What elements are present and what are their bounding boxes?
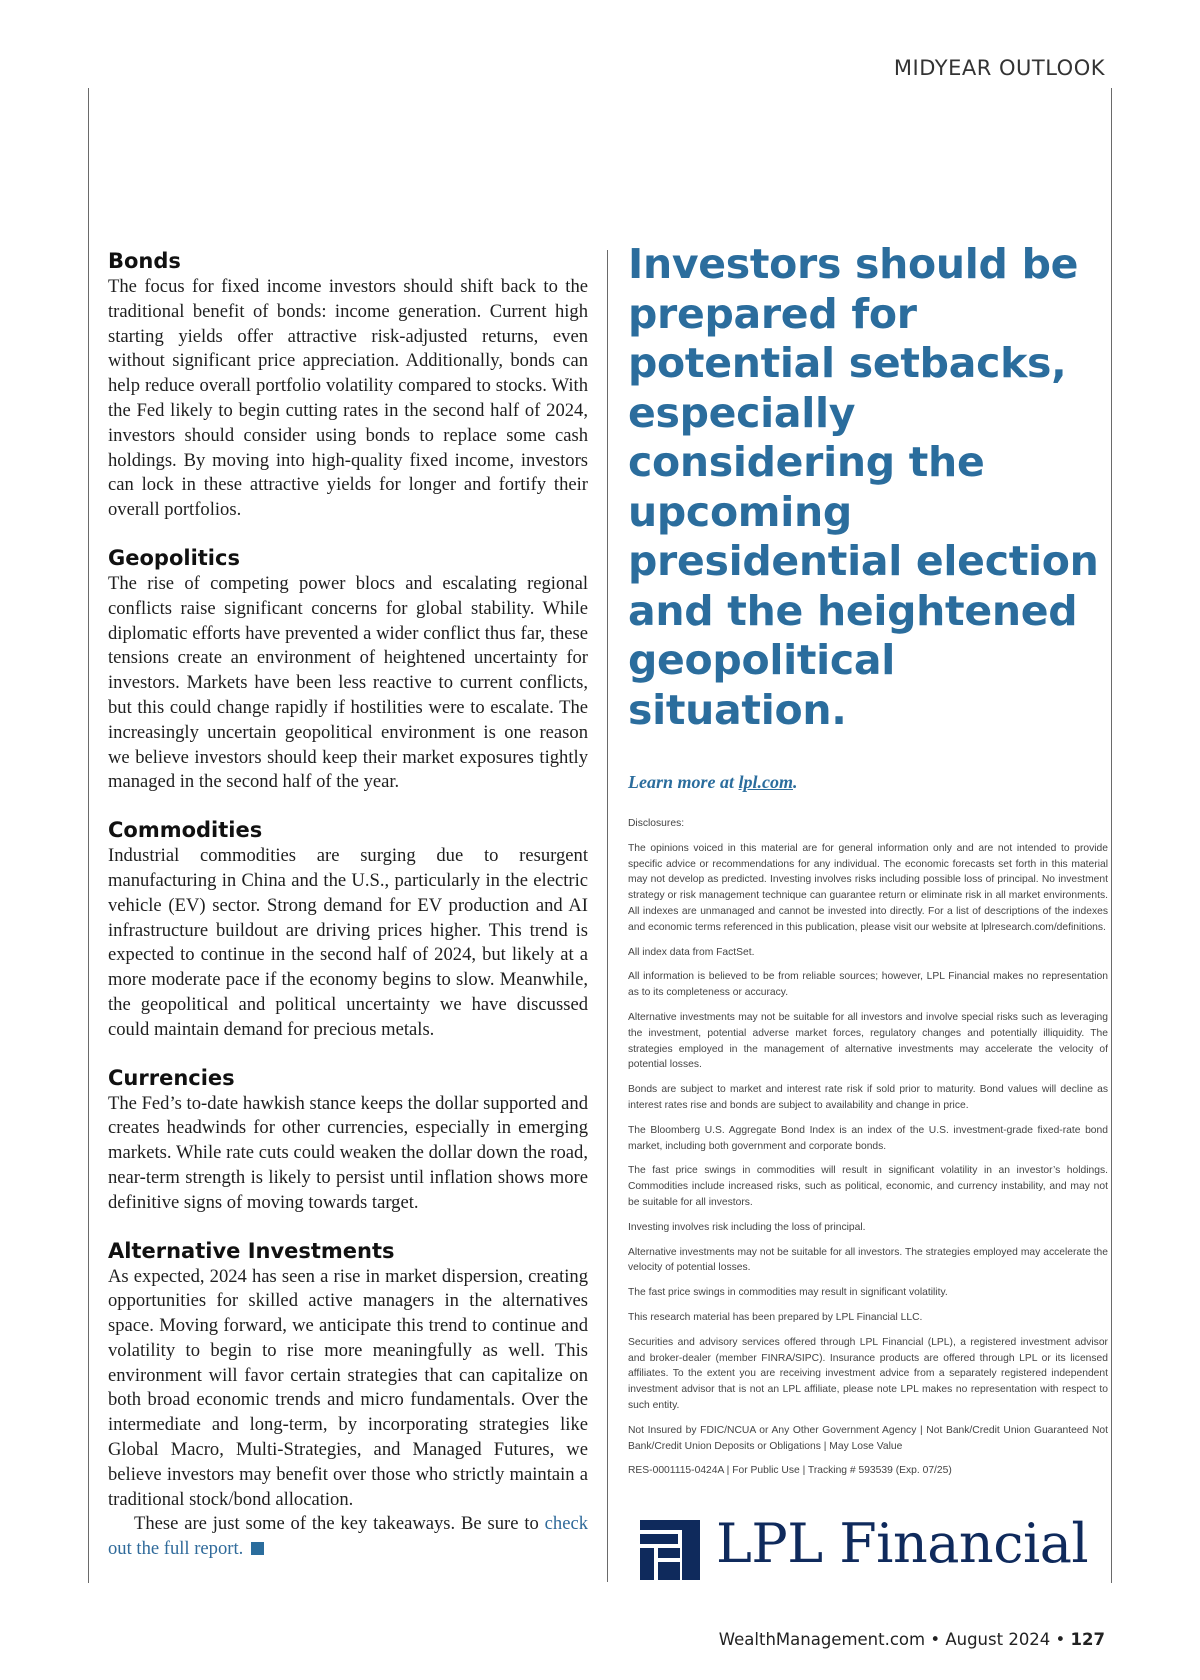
section-geopolitics (108, 545, 588, 795)
disclosure-item: All information is believed to be from reliable sources; however, LPL Financial makes no representation as to its completeness or accuracy. (628, 971, 1108, 999)
disclosure-item: Not Insured by FDIC/NCUA or Any Other Government Agency | Not Bank/Credit Union Guaranteed Not Bank/Credit Union Deposits or Obligations | May Lose Value (628, 1424, 1108, 1452)
closing-paragraph (108, 1512, 588, 1562)
disclosure-item: RES-0001115-0424A | For Public Use | Tracking # 593539 (Exp. 07/25) (628, 1465, 952, 1477)
sidebar-column (628, 240, 1112, 735)
section-commodities (108, 817, 588, 1042)
section-heading: Commodities (108, 818, 263, 843)
section-heading: Bonds (108, 249, 181, 273)
pull-quote: Investors should be prepared for potential setbacks, especially considering the upcoming presidential election and the heightened geopolitical situation. (628, 240, 1099, 734)
disclosure-item: The Bloomberg U.S. Aggregate Bond Index is an index of the U.S. investment-grade fixed-rate bond market, including both government and corporate bonds. (628, 1124, 1108, 1152)
section-currencies (108, 1065, 588, 1216)
page-footer: WealthManagement.com • August 2024 • 127 (718, 1630, 1105, 1649)
disclosure-item: The fast price swings in commodities may result in significant volatility. (628, 1287, 948, 1299)
left-vertical-rule (88, 88, 89, 1583)
page-number: 127 (1070, 1630, 1105, 1649)
disclosure-item: This research material has been prepared by LPL Financial LLC. (628, 1311, 923, 1323)
disclosure-item: Alternative investments may not be suitable for all investors and involve special risks such as leveraging the investment, potential adverse market forces, regulatory changes and potentially illiquidity. The strategies employed in the management of alternative investments may accelerate the velocity of potential losses. (628, 1011, 1108, 1071)
disclosure-item: Securities and advisory services offered through LPL Financial (LPL), a registered investment advisor and broker-dealer (member FINRA/SIPC). Insurance products are offered through LPL or its licensed affiliates. To the extent you are receiving investment advice from a separately registered independent investment advisor that is not an LPL affiliate, please note LPL makes no representation with respect to such entity. (628, 1336, 1108, 1411)
section-body: The focus for fixed income investors should shift back to the traditional benefit of bonds: income generation. Current high starting yields offer attractive risk-adjusted returns, even without significant price appreciation. Additionally, bonds can help reduce overall portfolio volatility compared to stocks. With the Fed likely to begin cutting rates in the second half of 2024, investors should consider using bonds to replace some cash holdings. By moving into high-quality fixed income, investors can lock in these attractive yields for longer and fortify their overall portfolios. (108, 276, 588, 521)
full-report-link[interactable]: check out the full report. (108, 1513, 588, 1560)
disclosure-item: The opinions voiced in this material are for general information only and are not intended to provide specific advice or recommendations for any individual. The economic forecasts set forth in this material may not develop as predicted. Investing involves risks including possible loss of principal. No investment strategy or risk management technique can guarantee return or eliminate risk in all market environments. All indexes are unmanaged and cannot be invested into directly. For a list of descriptions of the indexes and economic terms referenced in this publication, please visit our website at lplresearch.com/definitions. (628, 842, 1108, 933)
article-column (108, 248, 588, 1584)
section-heading: Currencies (108, 1065, 235, 1090)
disclosure-item: Investing involves risk including the loss of principal. (628, 1221, 866, 1233)
disclosure-item: The fast price swings in commodities will result in significant volatility in an investor’s holdings. Commodities include increased risks, such as political, economic, and currency instability, and may not be suitable for all investors. (628, 1165, 1108, 1208)
disclosures (628, 816, 1108, 1488)
lpl-logo-mark-icon (640, 1520, 700, 1580)
closing-text: These are just some of the key takeaways. Be sure to (134, 1513, 545, 1535)
disclosure-item: Bonds are subject to market and interest rate risk if sold prior to maturity. Bond values will decline as interest rates rise and bonds are subject to availability and change in price. (628, 1084, 1108, 1111)
running-head: MIDYEAR OUTLOOK (893, 56, 1105, 80)
learn-more-prefix: Learn more at (628, 772, 739, 792)
section-heading: Alternative Investments (108, 1238, 395, 1263)
center-vertical-rule (607, 250, 608, 1582)
lpl-link[interactable]: lpl.com (738, 772, 793, 792)
section-body: As expected, 2024 has seen a rise in market dispersion, creating opportunities for skilled active managers in the alternatives space. Moving forward, we anticipate this trend to continue and volatility to begin to rise more meaningfully as well. This environment will favor certain strategies that can capitalize on both broad economic trends and micro fundamentals. Over the intermediate and long-term, by incorporating strategies like Global Macro, Multi-Strategies, and Managed Futures, we believe investors may benefit over those who strictly maintain a traditional stock/bond allocation. (108, 1265, 588, 1510)
section-body: Industrial commodities are surging due to resurgent manufacturing in China and the U.S., particularly in the electric vehicle (EV) sector. Strong demand for EV production and AI infrastructure buildout are driving prices higher. This trend is expected to continue in the second half of 2024, but likely at a more moderate pace if the economy begins to slow. Meanwhile, the geopolitical and political uncertainty we have discussed could maintain demand for precious metals. (108, 845, 588, 1040)
disclosure-item: All index data from FactSet. (628, 946, 755, 958)
end-of-article-mark (251, 1542, 264, 1555)
section-bonds (108, 248, 588, 523)
logo-wordmark: LPL Financial (716, 1512, 1089, 1575)
section-heading: Geopolitics (108, 545, 240, 570)
disclosure-heading: Disclosures: (628, 818, 685, 829)
section-alternative-investments (108, 1238, 588, 1563)
lpl-financial-logo (640, 1512, 1100, 1580)
section-body: The rise of competing power blocs and escalating regional conflicts raise significant concerns for global stability. While diplomatic efforts have prevented a wider conflict thus far, these tensions create an environment of heightened uncertainty for investors. Markets have been less reactive to current conflicts, but this could change rapidly if hostilities were to escalate. The increasingly uncertain geopolitical environment is one reason we believe investors should keep their market exposures tightly managed in the second half of the year. (108, 572, 588, 793)
footer-date: August 2024 (945, 1630, 1051, 1649)
disclosure-item: Alternative investments may not be suitable for all investors. The strategies employed may accelerate the velocity of potential losses. (628, 1246, 1108, 1274)
learn-more (628, 772, 798, 793)
footer-site: WealthManagement.com (718, 1630, 926, 1649)
section-body: The Fed’s to-date hawkish stance keeps the dollar supported and creates headwinds for other currencies, especially in emerging markets. While rate cuts could weaken the dollar down the road, near-term strength is likely to persist until inflation shows more definitive signs of moving towards target. (108, 1092, 588, 1213)
learn-more-suffix: . (793, 772, 798, 792)
